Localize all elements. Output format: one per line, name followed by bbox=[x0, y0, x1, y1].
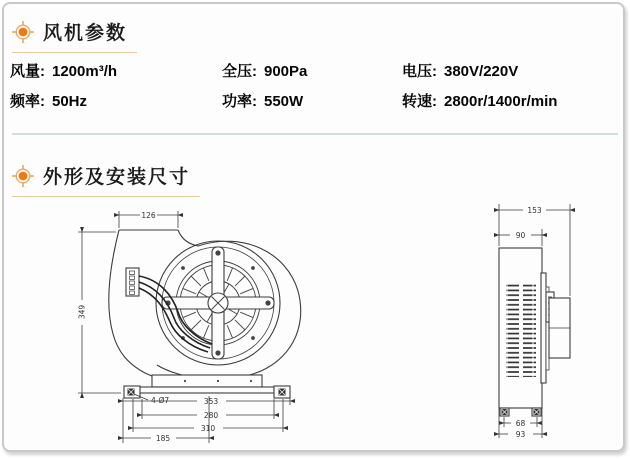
spec-value: 1200m³/h bbox=[52, 63, 118, 80]
dims-section-title: 外形及安装尺寸 bbox=[43, 167, 191, 188]
spec-label: 全压: bbox=[222, 63, 257, 80]
spec-value: 380V/220V bbox=[444, 63, 519, 80]
front-view-drawing bbox=[78, 211, 301, 443]
spec-label: 功率: bbox=[222, 93, 257, 110]
dim-base-310: 310 bbox=[200, 424, 216, 433]
spec-label: 转速: bbox=[402, 93, 437, 110]
dim-base-185: 185 bbox=[155, 434, 171, 443]
dim-foot-outer: 93 bbox=[515, 430, 526, 439]
dim-motor-depth: 90 bbox=[515, 231, 526, 240]
spec-value: 2800r/1400r/min bbox=[444, 93, 558, 110]
dim-overall-height: 349 bbox=[77, 304, 87, 320]
spec-value: 50Hz bbox=[52, 93, 88, 110]
motor-fins-left bbox=[506, 282, 519, 377]
side-view-drawing bbox=[499, 204, 570, 439]
dim-foot-inner: 68 bbox=[515, 419, 526, 428]
dim-overall-depth: 153 bbox=[527, 206, 542, 215]
spec-value: 900Pa bbox=[264, 63, 308, 80]
params-section-title: 风机参数 bbox=[43, 23, 128, 44]
motor-fins-right bbox=[523, 282, 536, 377]
dim-base-353: 353 bbox=[203, 397, 219, 406]
mounting-base bbox=[124, 375, 290, 398]
spec-label: 风量: bbox=[10, 63, 45, 80]
spec-value: 550W bbox=[264, 93, 304, 110]
spec-label: 频率: bbox=[10, 93, 45, 110]
side-view-feet bbox=[500, 408, 541, 416]
spec-label: 电压: bbox=[402, 63, 437, 80]
dim-base-280: 280 bbox=[203, 411, 219, 420]
motor-wires bbox=[139, 276, 212, 352]
dim-mounting-holes: 4-Ø7 bbox=[151, 396, 170, 405]
dim-outlet-width: 126 bbox=[141, 211, 156, 220]
terminal-block bbox=[126, 268, 139, 296]
